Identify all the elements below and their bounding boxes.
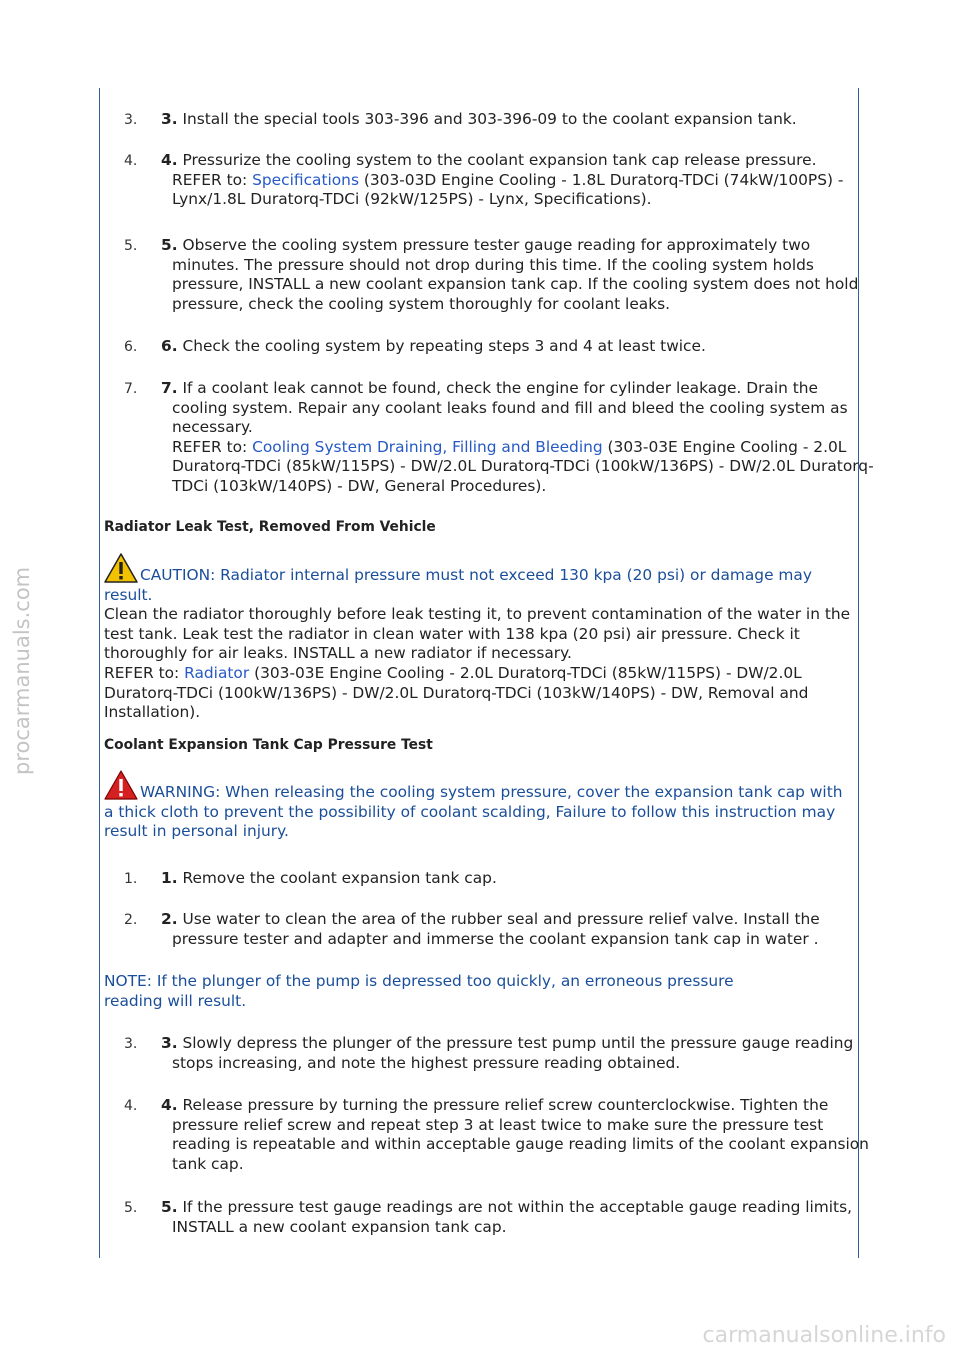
step-index: 5. (124, 238, 138, 254)
cooling-system-draining-link[interactable]: Cooling System Draining, Filling and Bleeding (252, 437, 603, 456)
step-number: 7. (161, 379, 178, 397)
refer-prefix: REFER to: (104, 663, 185, 682)
step-number: 4. (161, 1096, 178, 1114)
radiator-link[interactable]: Radiator (184, 663, 250, 682)
warning-triangle-icon (104, 770, 138, 800)
step-index: 3. (124, 1036, 138, 1052)
cap-test-section-heading: Coolant Expansion Tank Cap Pressure Test (104, 737, 433, 753)
step-index: 2. (124, 912, 138, 928)
step-text: If a coolant leak cannot be found, check the engine for cylinder leakage. Drain the cooling system. Repair any coolant leaks found and fill and bleed the cooling system as necessary. (172, 379, 848, 437)
step-number: 1. (161, 869, 178, 887)
step-text: Install the special tools 303-396 and 303-396-09 to the coolant expansion tank. (177, 110, 797, 128)
step-text: Observe the cooling system pressure tester gauge reading for approximately two minutes. The pressure should not drop during this time. If the cooling system holds pressure, INSTALL a new coolant expansion tank cap. If the cooling system does not hold pressure, check the cooling system thoroughly for coolant leaks. (172, 236, 859, 313)
step-number: 3. (161, 110, 178, 128)
specifications-link[interactable]: Specifications (252, 170, 359, 189)
step-index: 3. (124, 112, 138, 128)
radiator-section-heading: Radiator Leak Test, Removed From Vehicle (104, 519, 436, 535)
side-watermark: procarmanuals.com (10, 566, 34, 775)
step-text: Check the cooling system by repeating steps 3 and 4 at least twice. (177, 337, 706, 355)
step-text: If the pressure test gauge readings are not within the acceptable gauge reading limits, INSTALL a new coolant expansion tank cap. (172, 1198, 852, 1236)
step-number: 2. (161, 910, 178, 928)
caution-text: CAUTION: Radiator internal pressure must not exceed 130 kpa (20 psi) or damage may result. (104, 566, 812, 604)
step-text: Remove the coolant expansion tank cap. (177, 869, 497, 887)
cap-test-warning-block (104, 770, 856, 842)
step-index: 1. (124, 871, 138, 887)
step-index: 5. (124, 1200, 138, 1216)
step-number: 5. (161, 1198, 178, 1216)
bottom-watermark: carmanualsonline.info (702, 1323, 946, 1348)
left-margin-rule (99, 88, 100, 1258)
step-number: 4. (161, 151, 178, 169)
step-index: 6. (124, 339, 138, 355)
refer-prefix: REFER to: (172, 437, 253, 456)
step-index: 7. (124, 381, 138, 397)
step-text: Pressurize the cooling system to the coolant expansion tank cap release pressure. (177, 151, 817, 169)
step-index: 4. (124, 1098, 138, 1114)
note-block: NOTE: If the plunger of the pump is depressed too quickly, an erroneous pressure reading will result. (104, 972, 734, 1010)
refer-suffix: (303-03E Engine Cooling - 2.0L Duratorq-TDCi (85kW/115PS) - DW/2.0L Duratorq-TDCi (100kW/136PS) - DW/2.0L Duratorq-TDCi (103kW/140PS) - DW, General Procedures). (172, 437, 874, 495)
step-index: 4. (124, 153, 138, 169)
refer-prefix: REFER to: (172, 170, 253, 189)
refer-suffix: (303-03D Engine Cooling - 1.8L Duratorq-TDCi (74kW/100PS) - Lynx/1.8L Duratorq-TDCi (92kW/125PS) - Lynx, Specifications). (172, 170, 844, 209)
caution-triangle-icon (104, 553, 138, 583)
step-text: Slowly depress the plunger of the pressure test pump until the pressure gauge reading stops increasing, and note the highest pressure reading obtained. (172, 1034, 854, 1072)
refer-suffix: (303-03E Engine Cooling - 2.0L Duratorq-TDCi (85kW/115PS) - DW/2.0L Duratorq-TDCi (100kW/136PS) - DW/2.0L Duratorq-TDCi (103kW/140PS) - DW, Removal and Installation). (104, 663, 809, 722)
step-number: 6. (161, 337, 178, 355)
step-text: Use water to clean the area of the rubber seal and pressure relief valve. Install the pressure tester and adapter and immerse the coolant expansion tank cap in water . (172, 910, 820, 948)
radiator-body: Clean the radiator thoroughly before leak testing it, to prevent contamination of the water in the test tank. Leak test the radiator in clean water with 138 kpa (20 psi) air pressure. Check it thoroughly for air leaks. INSTALL a new radiator if necessary. (104, 605, 851, 663)
warning-text: WARNING: When releasing the cooling system pressure, cover the expansion tank cap with a thick cloth to prevent the possibility of coolant scalding, Failure to follow this instruction may result in personal injury. (104, 783, 843, 841)
step-text: Release pressure by turning the pressure relief screw counterclockwise. Tighten the pressure relief screw and repeat step 3 at least twice to make sure the pressure test reading is repeatable and within acceptable gauge reading limits of the coolant expansion tank cap. (172, 1096, 869, 1173)
step-number: 5. (161, 236, 178, 254)
step-number: 3. (161, 1034, 178, 1052)
radiator-caution-block (104, 553, 856, 723)
